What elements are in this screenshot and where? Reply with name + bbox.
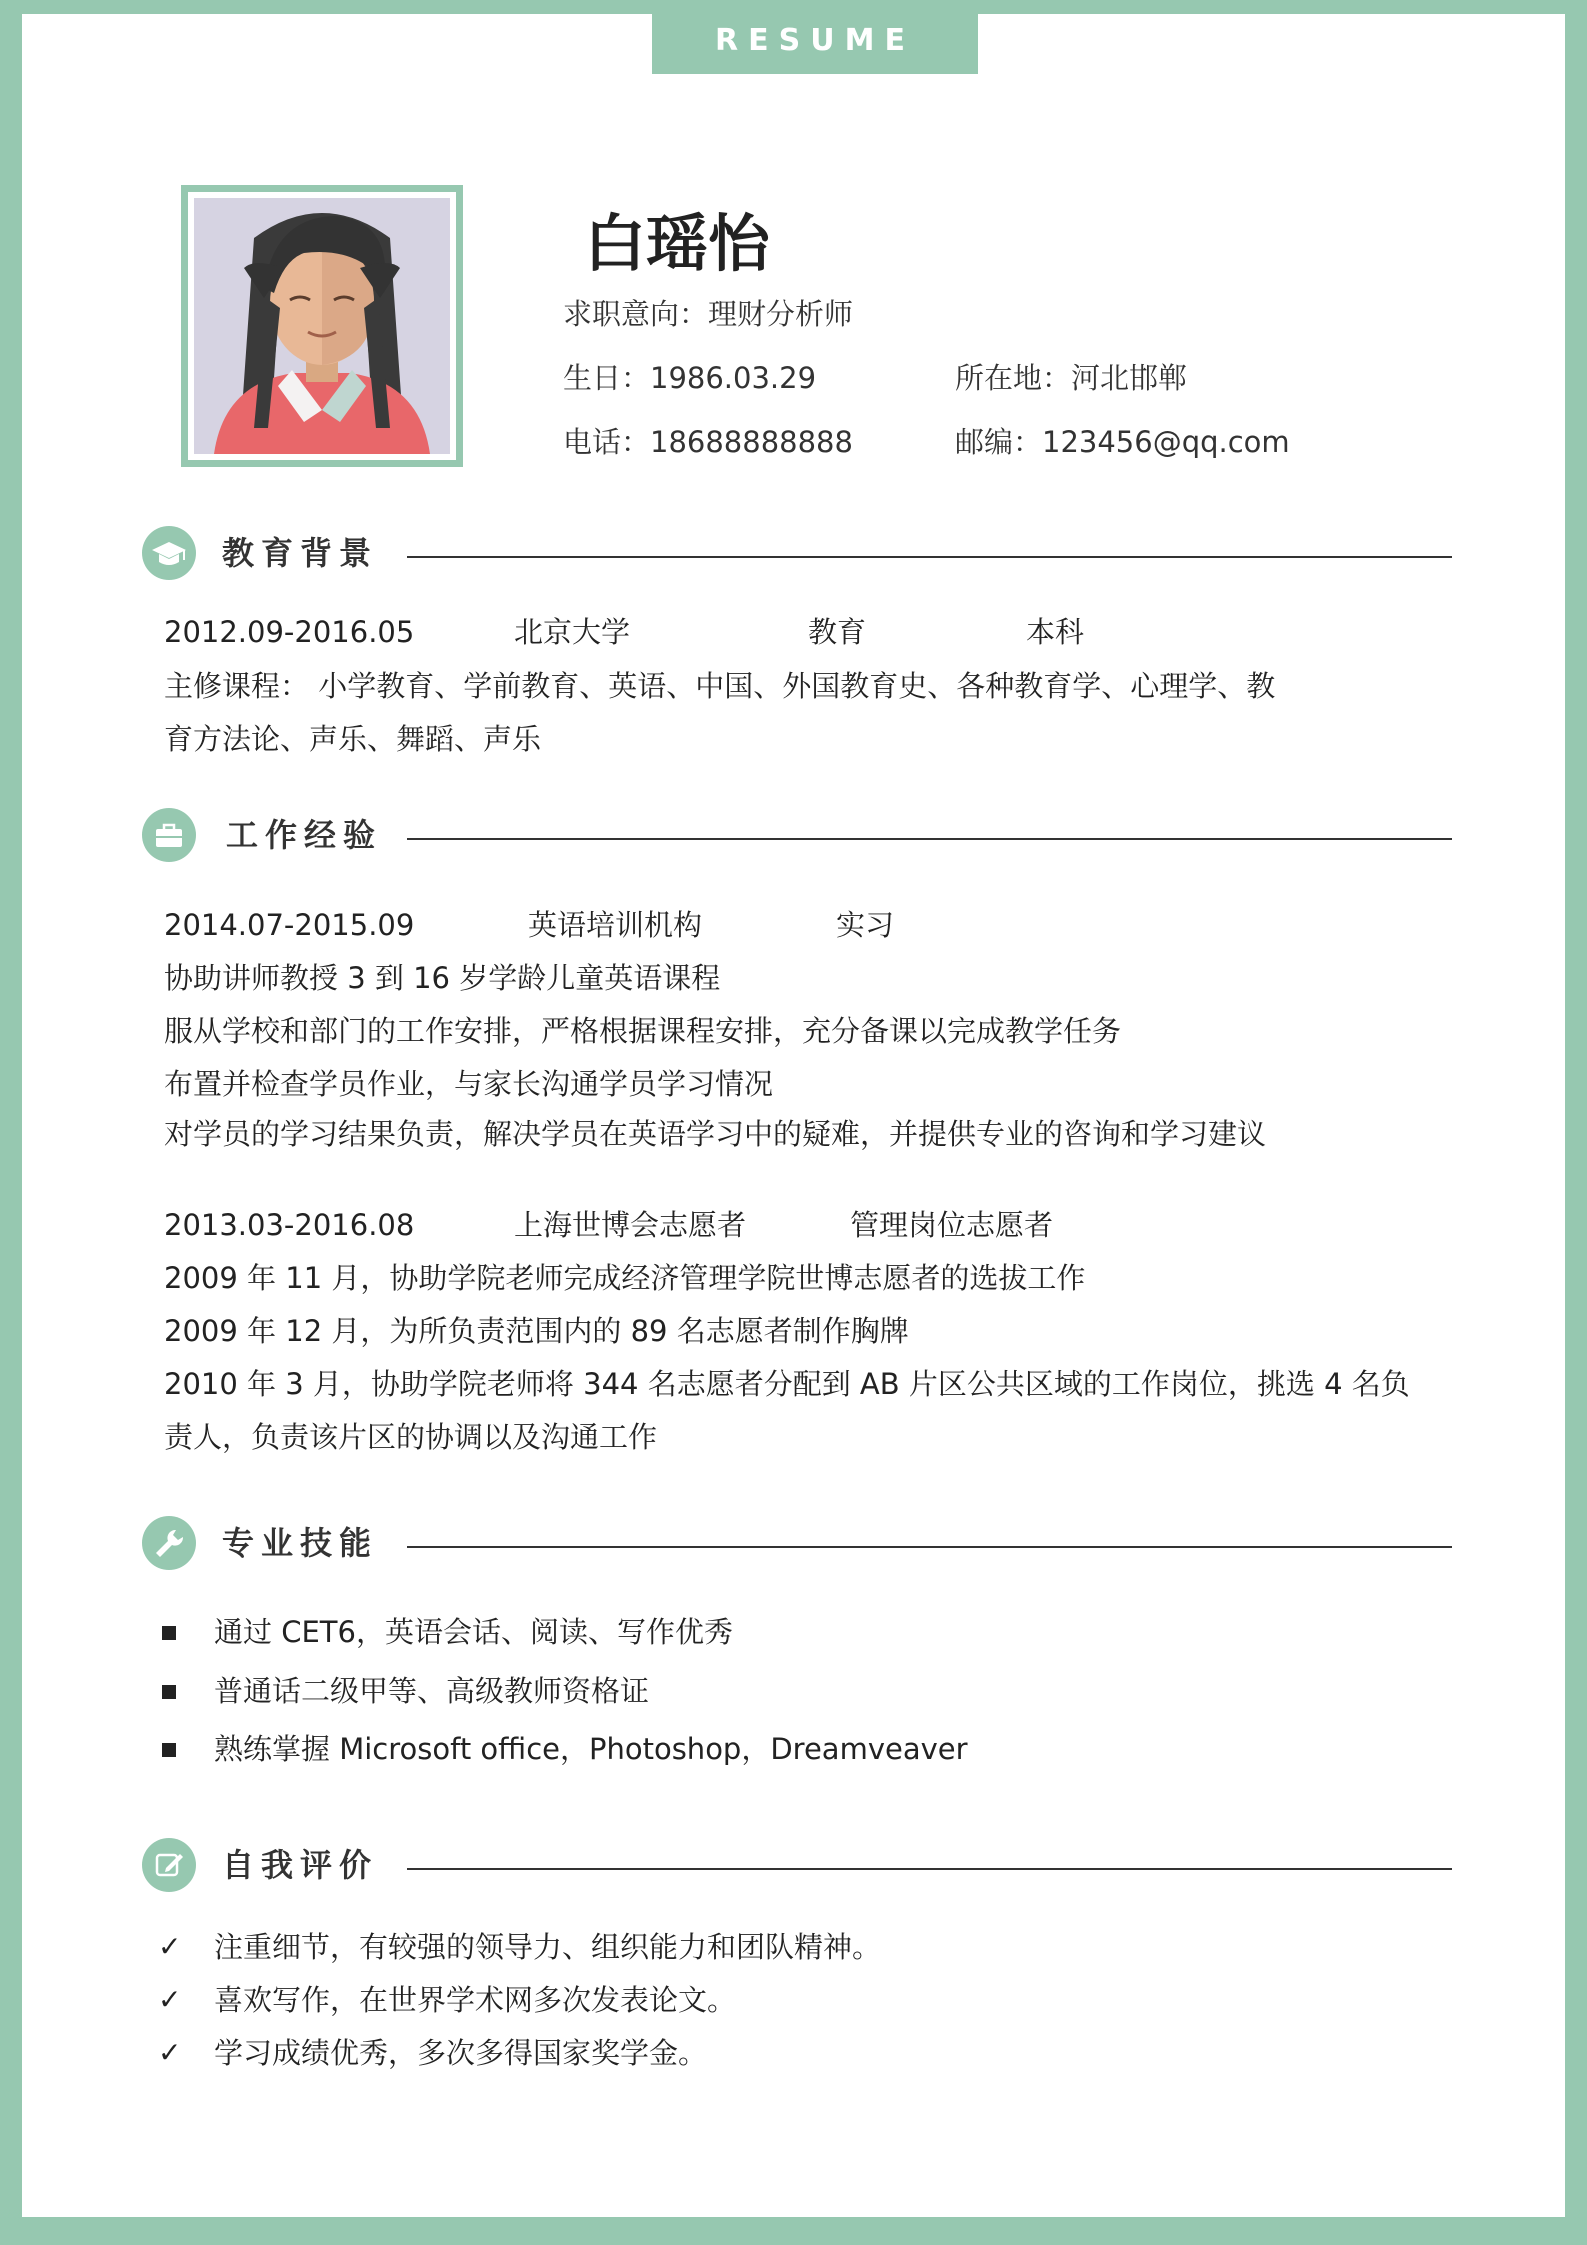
section-title-work: 工作经验	[226, 816, 383, 854]
section-skills	[142, 1516, 1452, 1572]
phone: 电话：18688888888	[563, 425, 853, 459]
checkmark-icon: ✓	[158, 1983, 182, 2016]
bullet-square-icon	[162, 1743, 176, 1757]
briefcase-icon	[142, 808, 196, 862]
profile-photo	[181, 185, 463, 467]
location: 所在地：河北邯郸	[955, 361, 1188, 395]
section-education	[142, 526, 1452, 582]
section-work	[142, 808, 1452, 864]
candidate-name: 白瑶怡	[584, 207, 771, 280]
resume-tab-label: RESUME	[652, 14, 978, 74]
job-intent: 求职意向：理财分析师	[563, 297, 854, 331]
wrench-icon	[142, 1516, 196, 1570]
checkmark-icon: ✓	[158, 1930, 182, 1963]
edit-icon	[142, 1838, 196, 1892]
email: 邮编：123456@qq.com	[955, 425, 1290, 459]
education-date: 2012.09-2016.05	[164, 615, 415, 649]
section-divider	[407, 1546, 1452, 1548]
job-duty-line: 2009 年 12 月，为所负责范围内的 89 名志愿者制作胸牌	[164, 1314, 909, 1348]
section-divider	[407, 838, 1452, 840]
education-courses-line1: 主修课程： 小学教育、学前教育、英语、中国、外国教育史、各种教育学、心理学、教	[164, 669, 1276, 703]
section-divider	[407, 556, 1452, 558]
bullet-square-icon	[162, 1626, 176, 1640]
self-eval-item: 注重细节，有较强的领导力、组织能力和团队精神。	[214, 1930, 882, 1964]
self-eval-item: 学习成绩优秀，多次多得国家奖学金。	[214, 2036, 708, 2070]
section-divider	[407, 1868, 1452, 1870]
skill-item: 普通话二级甲等、高级教师资格证	[214, 1674, 650, 1708]
skill-item: 通过 CET6，英语会话、阅读、写作优秀	[214, 1615, 733, 1649]
self-eval-item: 喜欢写作，在世界学术网多次发表论文。	[214, 1983, 737, 2017]
avatar-illustration	[194, 198, 450, 454]
graduation-cap-icon	[142, 526, 196, 580]
job-role: 实习	[836, 908, 895, 942]
section-title-education: 教育背景	[222, 534, 379, 572]
section-self-eval	[142, 1838, 1452, 1894]
education-major: 教育	[808, 615, 867, 649]
birthday: 生日：1986.03.29	[563, 361, 817, 395]
job-date: 2014.07-2015.09	[164, 908, 415, 942]
skill-item: 熟练掌握 Microsoft office，Photoshop，Dreamveaver	[214, 1732, 968, 1766]
job-duty-line: 2009 年 11 月，协助学院老师完成经济管理学院世博志愿者的选拔工作	[164, 1261, 1086, 1295]
bullet-square-icon	[162, 1685, 176, 1699]
education-degree: 本科	[1026, 615, 1085, 649]
checkmark-icon: ✓	[158, 2036, 182, 2069]
education-school: 北京大学	[514, 615, 631, 649]
job-role: 管理岗位志愿者	[850, 1208, 1054, 1242]
section-title-skills: 专业技能	[222, 1524, 379, 1562]
resume-page	[22, 14, 1565, 2217]
job-duty-line: 2010 年 3 月，协助学院老师将 344 名志愿者分配到 AB 片区公共区域的工作岗位，挑选 4 名负	[164, 1367, 1410, 1401]
job-org: 英语培训机构	[528, 908, 703, 942]
job-duty-line: 责人，负责该片区的协调以及沟通工作	[164, 1420, 658, 1454]
job-date: 2013.03-2016.08	[164, 1208, 415, 1242]
job-org: 上海世博会志愿者	[514, 1208, 747, 1242]
job-duty-line: 协助讲师教授 3 到 16 岁学龄儿童英语课程	[164, 961, 721, 995]
job-duty-line: 对学员的学习结果负责，解决学员在英语学习中的疑难，并提供专业的咨询和学习建议	[164, 1117, 1267, 1151]
section-title-self-eval: 自我评价	[222, 1846, 379, 1884]
job-duty-line: 布置并检查学员作业，与家长沟通学员学习情况	[164, 1067, 774, 1101]
job-duty-line: 服从学校和部门的工作安排，严格根据课程安排，充分备课以完成教学任务	[164, 1014, 1122, 1048]
education-courses-line2: 育方法论、声乐、舞蹈、声乐	[164, 722, 542, 756]
